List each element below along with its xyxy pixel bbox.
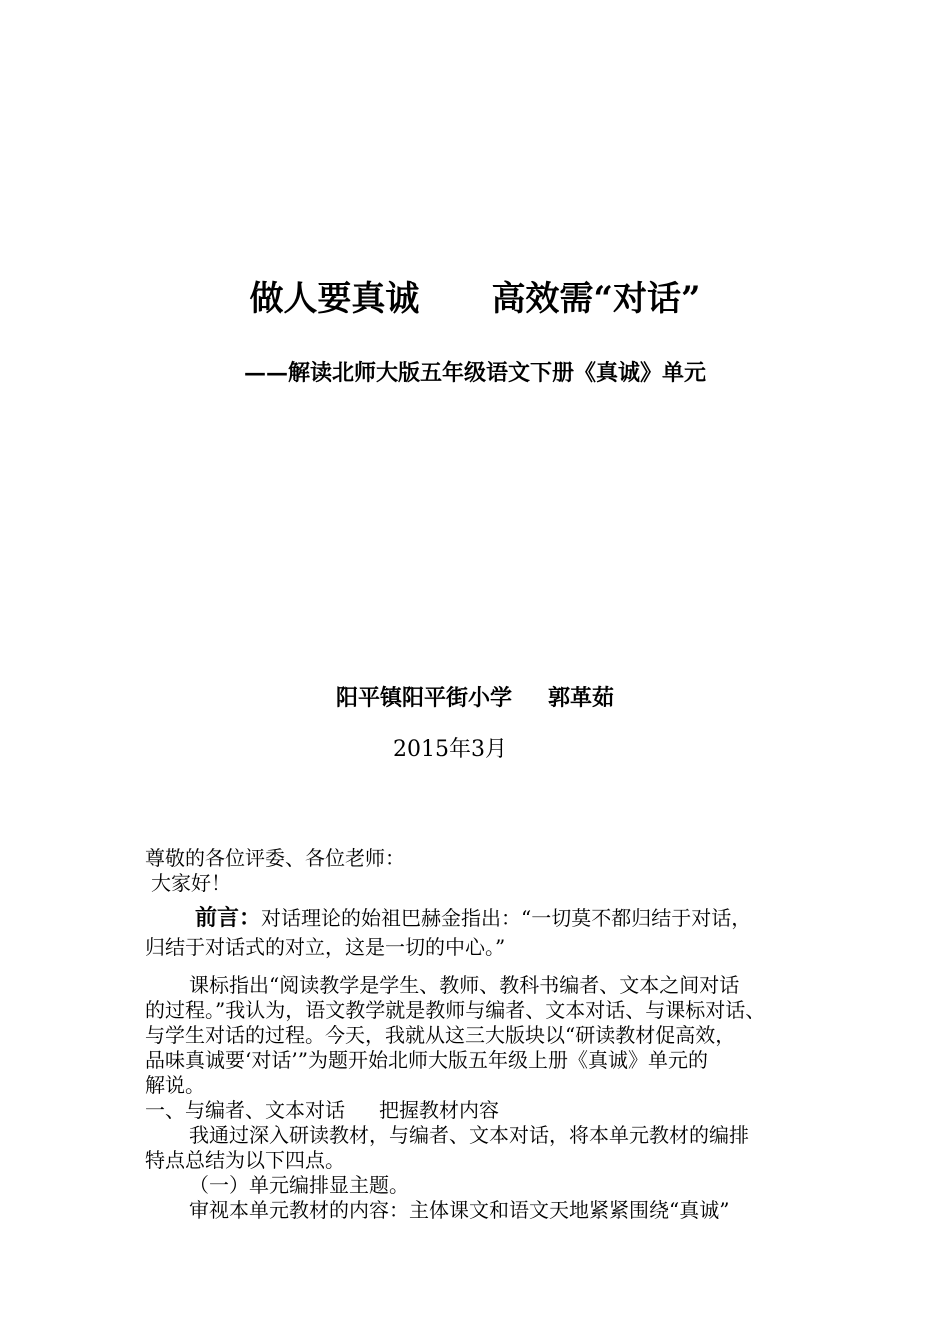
body-text — [145, 846, 825, 896]
greeting: 尊敬的各位评委、各位老师： — [145, 846, 405, 870]
document-title — [0, 276, 950, 322]
author-line — [0, 682, 950, 714]
paragraph-2 — [145, 973, 825, 1223]
para2-line-1: 课标指出“阅读教学是学生、教师、教科书编者、文本之间对话 — [189, 973, 740, 997]
title-part-1: 做人要真诚 — [249, 279, 420, 319]
preface-line-2: 归结于对话式的对立，这是一切的中心。” — [145, 935, 506, 959]
para3-line-1: 我通过深入研读教材，与编者、文本对话，将本单元教材的编排 — [189, 1123, 749, 1147]
author-name: 郭革茹 — [548, 685, 615, 711]
section-1-label: 一、与编者、文本对话 — [145, 1098, 345, 1122]
preface-label: 前言： — [195, 905, 262, 931]
school-name: 阳平镇阳平街小学 — [335, 685, 512, 711]
document-date: 2015年3月 — [393, 737, 507, 762]
subheading-1: （一）单元编排显主题。 — [189, 1173, 409, 1197]
para4-line-1: 审视本单元教材的内容：主体课文和语文天地紧紧围绕“真诚” — [189, 1198, 730, 1222]
title-part-2: 高效需“对话” — [491, 279, 701, 319]
para2-line-2: 的过程。”我认为，语文教学就是教师与编者、文本对话、与课标对话、 — [145, 998, 766, 1022]
hello: 大家好！ — [151, 871, 231, 895]
document-subtitle: ——解读北师大版五年级语文下册《真诚》单元 — [243, 360, 706, 386]
section-1-heading — [145, 1098, 825, 1123]
para2-line-4: 品味真诚要‘对话’”为题开始北师大版五年级上册《真诚》单元的 — [145, 1048, 708, 1072]
preface-line-1: 对话理论的始祖巴赫金指出：“一切莫不都归结于对话， — [261, 906, 752, 930]
para3-line-2: 特点总结为以下四点。 — [145, 1148, 345, 1172]
para2-line-3: 与学生对话的过程。今天，我就从这三大版块以“研读教材促高效， — [145, 1023, 736, 1047]
section-1-label-2: 把握教材内容 — [379, 1098, 499, 1122]
preface-paragraph — [145, 906, 825, 960]
para2-line-5: 解说。 — [145, 1073, 205, 1097]
